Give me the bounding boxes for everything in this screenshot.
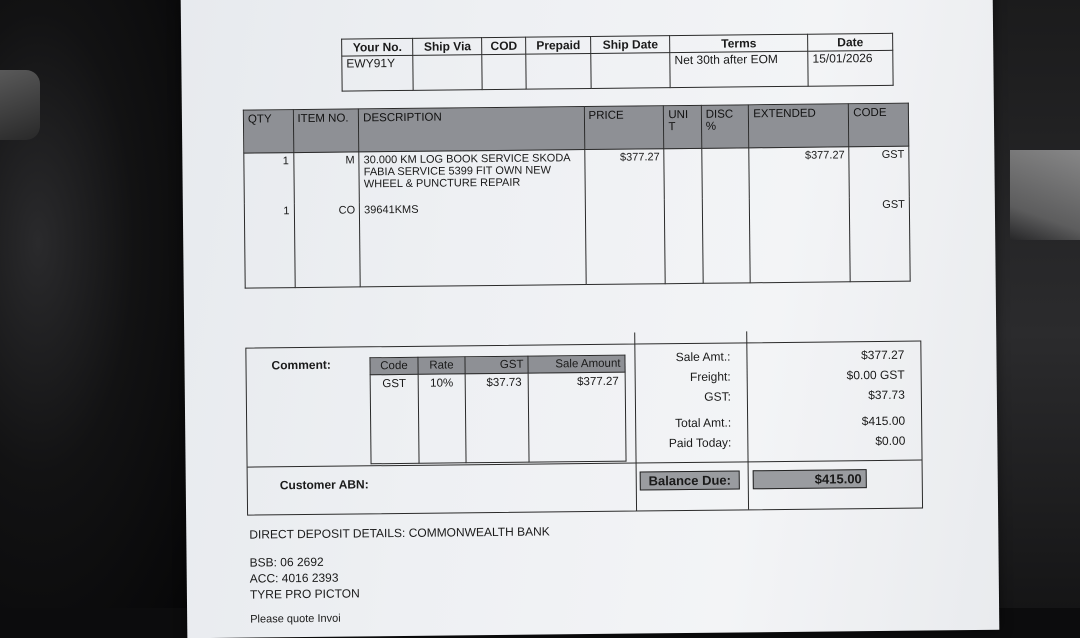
sale-amt-label: Sale Amt.: xyxy=(675,349,731,365)
customer-abn-label: Customer ABN: xyxy=(279,477,369,493)
col-item-no: ITEM NO. xyxy=(293,109,359,153)
sale-amt-value: $377.27 xyxy=(860,347,905,363)
col-disc: DISC % xyxy=(701,105,749,148)
items-table xyxy=(243,103,911,289)
extended-cell: $377.27 xyxy=(749,147,850,199)
terms-value: Net 30th after EOM xyxy=(670,51,808,87)
cod-value xyxy=(482,54,526,89)
col-your-no: Your No. xyxy=(342,38,414,56)
table-row xyxy=(244,197,910,288)
gst-col-sale-amount: Sale Amount xyxy=(528,355,625,373)
quote-invoice-text: Please quote Invoi xyxy=(250,612,341,626)
description-cell: 30.000 KM LOG BOOK SERVICE SKODA FABIA SERVICE 5399 FIT OWN NEW WHEEL & PUNCTURE REPAIR xyxy=(359,150,585,203)
price-cell: $377.27 xyxy=(584,149,664,200)
business-name: TYRE PRO PICTON xyxy=(249,586,360,602)
gst-col-rate: Rate xyxy=(418,357,465,374)
totals-section xyxy=(245,341,923,516)
code-cell: GST xyxy=(849,146,909,197)
comment-label: Comment: xyxy=(271,357,331,373)
col-ship-via: Ship Via xyxy=(413,38,482,56)
disc-cell xyxy=(702,148,750,199)
gst-breakdown-table xyxy=(369,355,626,465)
bsb-text: BSB: 06 2692 xyxy=(249,554,324,570)
balance-due-value: $415.00 xyxy=(753,469,867,489)
date-value: 15/01/2026 xyxy=(808,50,893,86)
paid-today-value: $0.00 xyxy=(875,433,906,449)
freight-label: Freight: xyxy=(689,369,731,384)
order-header-table xyxy=(341,33,894,92)
unit-cell xyxy=(664,148,702,199)
seat-buckle xyxy=(0,70,40,140)
item-no-cell: CO xyxy=(294,202,361,287)
ship-date-value xyxy=(591,53,670,89)
prepaid-value xyxy=(526,53,591,89)
gst-col-code: Code xyxy=(370,357,418,375)
gst-code-cell: GST xyxy=(370,374,419,463)
col-code: CODE xyxy=(849,103,909,147)
description-cell: 39641KMS xyxy=(360,200,586,287)
qty-cell: 1 xyxy=(244,153,294,204)
paid-today-label: Paid Today: xyxy=(668,435,732,451)
col-cod: COD xyxy=(482,37,526,54)
item-no-cell: M xyxy=(293,152,359,203)
acc-text: ACC: 4016 2393 xyxy=(249,570,339,586)
price-cell xyxy=(585,199,666,284)
disc-cell xyxy=(702,198,750,283)
col-extended: EXTENDED xyxy=(749,104,849,148)
invoice-paper xyxy=(181,0,1000,638)
total-amt-label: Total Amt.: xyxy=(675,415,732,431)
gst-amount-cell: $37.73 xyxy=(465,373,529,463)
your-no-value: EWY91Y xyxy=(342,55,414,91)
extended-cell xyxy=(750,197,851,283)
col-ship-date: Ship Date xyxy=(591,36,670,54)
col-prepaid: Prepaid xyxy=(526,36,591,54)
col-description: DESCRIPTION xyxy=(359,107,585,152)
table-row xyxy=(244,146,909,203)
code-cell: GST xyxy=(850,197,911,282)
divider xyxy=(746,331,749,509)
background-highlight xyxy=(1010,150,1080,240)
qty-cell: 1 xyxy=(244,203,294,288)
col-unit: UNI T xyxy=(664,105,702,148)
gst-sale-amount-cell: $377.27 xyxy=(528,372,626,462)
col-price: PRICE xyxy=(584,106,664,150)
gst-label: GST: xyxy=(704,389,731,404)
deposit-details: DIRECT DEPOSIT DETAILS: COMMONWEALTH BANK xyxy=(249,524,550,542)
unit-cell xyxy=(665,199,703,284)
gst-col-gst: GST xyxy=(465,356,528,374)
balance-due-label: Balance Due: xyxy=(640,470,740,490)
freight-value: $0.00 GST xyxy=(846,367,905,383)
total-amt-value: $415.00 xyxy=(861,413,906,429)
col-qty: QTY xyxy=(243,110,293,154)
gst-value: $37.73 xyxy=(868,387,905,403)
ship-via-value xyxy=(413,55,482,91)
col-date: Date xyxy=(808,33,893,51)
gst-rate-cell: 10% xyxy=(418,374,466,463)
col-terms: Terms xyxy=(670,34,808,52)
